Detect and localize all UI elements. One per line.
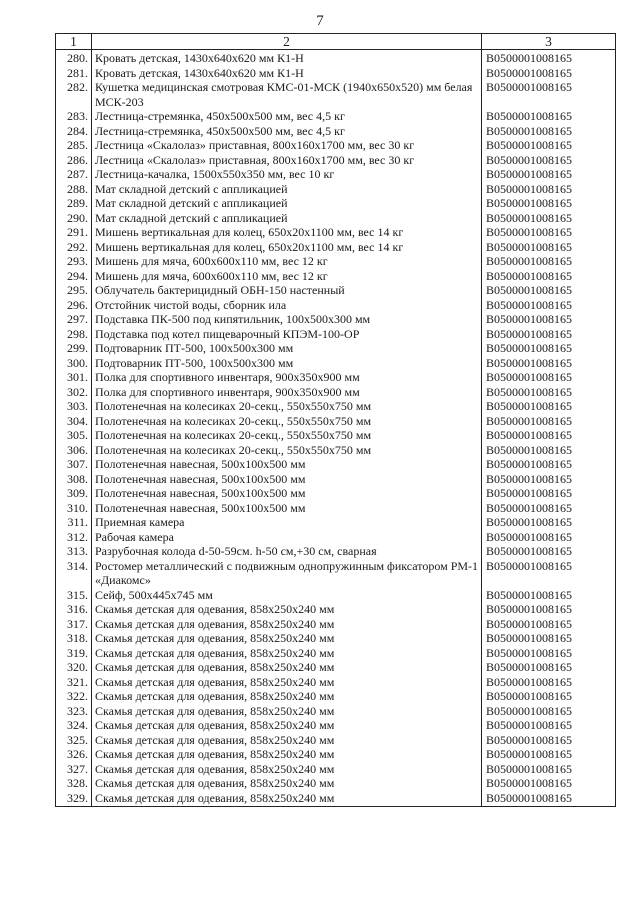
- table-row: [56, 689, 616, 704]
- row-name: Мишень для мяча, 600х600х110 мм, вес 12 кг: [92, 269, 482, 284]
- row-code: B0500001008165: [482, 501, 616, 516]
- row-name: Лестница «Скалолаз» приставная, 800х160х1700 мм, вес 30 кг: [92, 138, 482, 153]
- table-row: [56, 646, 616, 661]
- row-number: 295.: [56, 283, 92, 298]
- row-code: B0500001008165: [482, 370, 616, 385]
- row-number: 292.: [56, 240, 92, 255]
- row-number: 294.: [56, 269, 92, 284]
- row-code: B0500001008165: [482, 356, 616, 371]
- row-number: 289.: [56, 196, 92, 211]
- row-number: 287.: [56, 167, 92, 182]
- row-name: Полотенечная навесная, 500х100х500 мм: [92, 486, 482, 501]
- table-row: [56, 762, 616, 777]
- table-row: [56, 153, 616, 168]
- row-name: Полотенечная навесная, 500х100х500 мм: [92, 457, 482, 472]
- row-code: B0500001008165: [482, 109, 616, 124]
- table-row: [56, 631, 616, 646]
- row-code: B0500001008165: [482, 675, 616, 690]
- row-number: 318.: [56, 631, 92, 646]
- row-code: B0500001008165: [482, 211, 616, 226]
- row-number: 328.: [56, 776, 92, 791]
- table-row: [56, 718, 616, 733]
- row-name: Полка для спортивного инвентаря, 900х350х900 мм: [92, 370, 482, 385]
- row-name: Скамья детская для одевания, 858х250х240 мм: [92, 660, 482, 675]
- row-number: 323.: [56, 704, 92, 719]
- table-row: [56, 486, 616, 501]
- row-name: Лестница-качалка, 1500х550х350 мм, вес 10 кг: [92, 167, 482, 182]
- row-code: B0500001008165: [482, 443, 616, 458]
- row-number: 301.: [56, 370, 92, 385]
- row-name: Лестница-стремянка, 450х500х500 мм, вес 4,5 кг: [92, 124, 482, 139]
- row-name: Лестница «Скалолаз» приставная, 800х160х1700 мм, вес 30 кг: [92, 153, 482, 168]
- row-code: B0500001008165: [482, 240, 616, 255]
- row-code: B0500001008165: [482, 762, 616, 777]
- row-name: Скамья детская для одевания, 858х250х240 мм: [92, 646, 482, 661]
- table-row: [56, 501, 616, 516]
- row-name: Мат складной детский с аппликацией: [92, 196, 482, 211]
- row-code: B0500001008165: [482, 530, 616, 545]
- table-row: [56, 283, 616, 298]
- row-name: Облучатель бактерицидный ОБН-150 настенный: [92, 283, 482, 298]
- row-name: Полотенечная на колесиках 20-секц., 550х550х750 мм: [92, 399, 482, 414]
- row-name: Полотенечная на колесиках 20-секц., 550х550х750 мм: [92, 414, 482, 429]
- row-name: Подставка под котел пищеварочный КПЭМ-100-ОР: [92, 327, 482, 342]
- row-name: Скамья детская для одевания, 858х250х240 мм: [92, 704, 482, 719]
- row-number: 322.: [56, 689, 92, 704]
- row-code: B0500001008165: [482, 428, 616, 443]
- table-row: [56, 660, 616, 675]
- row-code: B0500001008165: [482, 689, 616, 704]
- row-number: 324.: [56, 718, 92, 733]
- table-row: [56, 298, 616, 313]
- row-number: 281.: [56, 66, 92, 81]
- row-code: B0500001008165: [482, 704, 616, 719]
- row-name: Рабочая камера: [92, 530, 482, 545]
- row-number: 285.: [56, 138, 92, 153]
- row-name: Подтоварник ПТ-500, 100х500х300 мм: [92, 356, 482, 371]
- row-code: B0500001008165: [482, 50, 616, 66]
- table-row: [56, 109, 616, 124]
- table-row: [56, 167, 616, 182]
- row-code: B0500001008165: [482, 196, 616, 211]
- row-number: 296.: [56, 298, 92, 313]
- row-code: B0500001008165: [482, 631, 616, 646]
- table-row: [56, 747, 616, 762]
- table-row: [56, 254, 616, 269]
- row-number: 308.: [56, 472, 92, 487]
- row-code: B0500001008165: [482, 385, 616, 400]
- row-name: Мишень вертикальная для колец, 650х20х1100 мм, вес 14 кг: [92, 240, 482, 255]
- row-name: Скамья детская для одевания, 858х250х240 мм: [92, 791, 482, 807]
- table-row: [56, 225, 616, 240]
- row-number: 293.: [56, 254, 92, 269]
- table-row: [56, 399, 616, 414]
- row-name: Скамья детская для одевания, 858х250х240 мм: [92, 733, 482, 748]
- row-number: 319.: [56, 646, 92, 661]
- row-number: 297.: [56, 312, 92, 327]
- row-name: Скамья детская для одевания, 858х250х240 мм: [92, 631, 482, 646]
- table-row: [56, 124, 616, 139]
- row-name: Полотенечная на колесиках 20-секц., 550х550х750 мм: [92, 443, 482, 458]
- table-row: [56, 50, 616, 66]
- row-code: B0500001008165: [482, 776, 616, 791]
- row-name: Мишень вертикальная для колец, 650х20х1100 мм, вес 14 кг: [92, 225, 482, 240]
- row-name: Кровать детская, 1430х640х620 мм К1-Н: [92, 50, 482, 66]
- row-name: Скамья детская для одевания, 858х250х240 мм: [92, 718, 482, 733]
- row-number: 303.: [56, 399, 92, 414]
- row-number: 329.: [56, 791, 92, 807]
- row-code: B0500001008165: [482, 138, 616, 153]
- table-row: [56, 559, 616, 588]
- row-number: 291.: [56, 225, 92, 240]
- row-code: B0500001008165: [482, 457, 616, 472]
- row-code: B0500001008165: [482, 399, 616, 414]
- header-row: [56, 34, 616, 50]
- row-code: B0500001008165: [482, 486, 616, 501]
- table-row: [56, 457, 616, 472]
- table-row: [56, 182, 616, 197]
- table-row: [56, 428, 616, 443]
- table-row: [56, 776, 616, 791]
- row-name: Скамья детская для одевания, 858х250х240 мм: [92, 602, 482, 617]
- table-row: [56, 66, 616, 81]
- row-name: Кровать детская, 1430х640х620 мм К1-Н: [92, 66, 482, 81]
- row-number: 307.: [56, 457, 92, 472]
- row-code: B0500001008165: [482, 80, 616, 109]
- table-row: [56, 544, 616, 559]
- row-number: 312.: [56, 530, 92, 545]
- row-code: B0500001008165: [482, 718, 616, 733]
- table-row: [56, 588, 616, 603]
- row-name: Полотенечная на колесиках 20-секц., 550х550х750 мм: [92, 428, 482, 443]
- row-code: B0500001008165: [482, 327, 616, 342]
- row-number: 309.: [56, 486, 92, 501]
- row-name: Скамья детская для одевания, 858х250х240 мм: [92, 675, 482, 690]
- row-code: B0500001008165: [482, 254, 616, 269]
- row-name: Ростомер металлический с подвижным однопружинным фиксатором РМ-1 «Диакомс»: [92, 559, 482, 588]
- row-number: 327.: [56, 762, 92, 777]
- table-row: [56, 530, 616, 545]
- row-name: Скамья детская для одевания, 858х250х240 мм: [92, 747, 482, 762]
- table-row: [56, 370, 616, 385]
- row-code: B0500001008165: [482, 341, 616, 356]
- row-name: Скамья детская для одевания, 858х250х240 мм: [92, 776, 482, 791]
- table-row: [56, 733, 616, 748]
- table-row: [56, 385, 616, 400]
- row-name: Мат складной детский с аппликацией: [92, 211, 482, 226]
- row-number: 321.: [56, 675, 92, 690]
- row-code: B0500001008165: [482, 660, 616, 675]
- row-number: 314.: [56, 559, 92, 588]
- row-code: B0500001008165: [482, 733, 616, 748]
- row-name: Скамья детская для одевания, 858х250х240 мм: [92, 689, 482, 704]
- row-number: 282.: [56, 80, 92, 109]
- row-name: Подтоварник ПТ-500, 100х500х300 мм: [92, 341, 482, 356]
- table-row: [56, 138, 616, 153]
- column-header-name: 2: [92, 34, 482, 50]
- column-header-code: 3: [482, 34, 616, 50]
- column-header-number: 1: [56, 34, 92, 50]
- row-code: B0500001008165: [482, 167, 616, 182]
- row-number: 280.: [56, 50, 92, 66]
- row-name: Сейф, 500х445х745 мм: [92, 588, 482, 603]
- row-code: B0500001008165: [482, 312, 616, 327]
- row-code: B0500001008165: [482, 646, 616, 661]
- table-row: [56, 211, 616, 226]
- row-code: B0500001008165: [482, 747, 616, 762]
- row-number: 304.: [56, 414, 92, 429]
- row-number: 298.: [56, 327, 92, 342]
- table-row: [56, 269, 616, 284]
- table-row: [56, 675, 616, 690]
- table-row: [56, 443, 616, 458]
- row-number: 317.: [56, 617, 92, 632]
- table-row: [56, 341, 616, 356]
- row-number: 283.: [56, 109, 92, 124]
- table-row: [56, 414, 616, 429]
- row-name: Отстойник чистой воды, сборник ила: [92, 298, 482, 313]
- table-row: [56, 327, 616, 342]
- row-code: B0500001008165: [482, 472, 616, 487]
- row-code: B0500001008165: [482, 225, 616, 240]
- row-name: Скамья детская для одевания, 858х250х240 мм: [92, 762, 482, 777]
- row-name: Полка для спортивного инвентаря, 900х350х900 мм: [92, 385, 482, 400]
- row-code: B0500001008165: [482, 153, 616, 168]
- row-name: Разрубочная колода d-50-59см. h-50 см,+30 см, сварная: [92, 544, 482, 559]
- row-number: 313.: [56, 544, 92, 559]
- table-row: [56, 617, 616, 632]
- row-code: B0500001008165: [482, 66, 616, 81]
- row-code: B0500001008165: [482, 124, 616, 139]
- row-code: B0500001008165: [482, 283, 616, 298]
- row-number: 300.: [56, 356, 92, 371]
- table-row: [56, 602, 616, 617]
- row-code: B0500001008165: [482, 414, 616, 429]
- row-name: Полотенечная навесная, 500х100х500 мм: [92, 472, 482, 487]
- row-number: 284.: [56, 124, 92, 139]
- table-header: [56, 34, 616, 50]
- table-row: [56, 515, 616, 530]
- row-number: 325.: [56, 733, 92, 748]
- row-number: 306.: [56, 443, 92, 458]
- row-code: B0500001008165: [482, 515, 616, 530]
- row-number: 311.: [56, 515, 92, 530]
- table-row: [56, 791, 616, 807]
- row-code: B0500001008165: [482, 544, 616, 559]
- row-number: 305.: [56, 428, 92, 443]
- row-number: 286.: [56, 153, 92, 168]
- row-number: 315.: [56, 588, 92, 603]
- row-name: Кушетка медицинская смотровая КМС-01-МСК (1940х650х520) мм белая МСК-203: [92, 80, 482, 109]
- row-number: 302.: [56, 385, 92, 400]
- row-number: 299.: [56, 341, 92, 356]
- row-name: Лестница-стремянка, 450х500х500 мм, вес 4,5 кг: [92, 109, 482, 124]
- row-code: B0500001008165: [482, 269, 616, 284]
- row-name: Приемная камера: [92, 515, 482, 530]
- table-row: [56, 312, 616, 327]
- row-number: 290.: [56, 211, 92, 226]
- page-number: 7: [316, 13, 324, 29]
- row-code: B0500001008165: [482, 182, 616, 197]
- table-row: [56, 356, 616, 371]
- row-code: B0500001008165: [482, 298, 616, 313]
- row-number: 326.: [56, 747, 92, 762]
- row-number: 288.: [56, 182, 92, 197]
- row-name: Полотенечная навесная, 500х100х500 мм: [92, 501, 482, 516]
- table-row: [56, 80, 616, 109]
- table-row: [56, 472, 616, 487]
- row-code: B0500001008165: [482, 602, 616, 617]
- table-body: [56, 50, 616, 807]
- table-row: [56, 704, 616, 719]
- row-number: 316.: [56, 602, 92, 617]
- row-number: 320.: [56, 660, 92, 675]
- table-row: [56, 196, 616, 211]
- inventory-table: [55, 33, 616, 807]
- row-code: B0500001008165: [482, 588, 616, 603]
- row-name: Мат складной детский с аппликацией: [92, 182, 482, 197]
- row-name: Подставка ПК-500 под кипятильник, 100х500х300 мм: [92, 312, 482, 327]
- row-code: B0500001008165: [482, 617, 616, 632]
- row-name: Скамья детская для одевания, 858х250х240 мм: [92, 617, 482, 632]
- row-code: B0500001008165: [482, 791, 616, 807]
- table-row: [56, 240, 616, 255]
- row-number: 310.: [56, 501, 92, 516]
- row-name: Мишень для мяча, 600х600х110 мм, вес 12 кг: [92, 254, 482, 269]
- row-code: B0500001008165: [482, 559, 616, 588]
